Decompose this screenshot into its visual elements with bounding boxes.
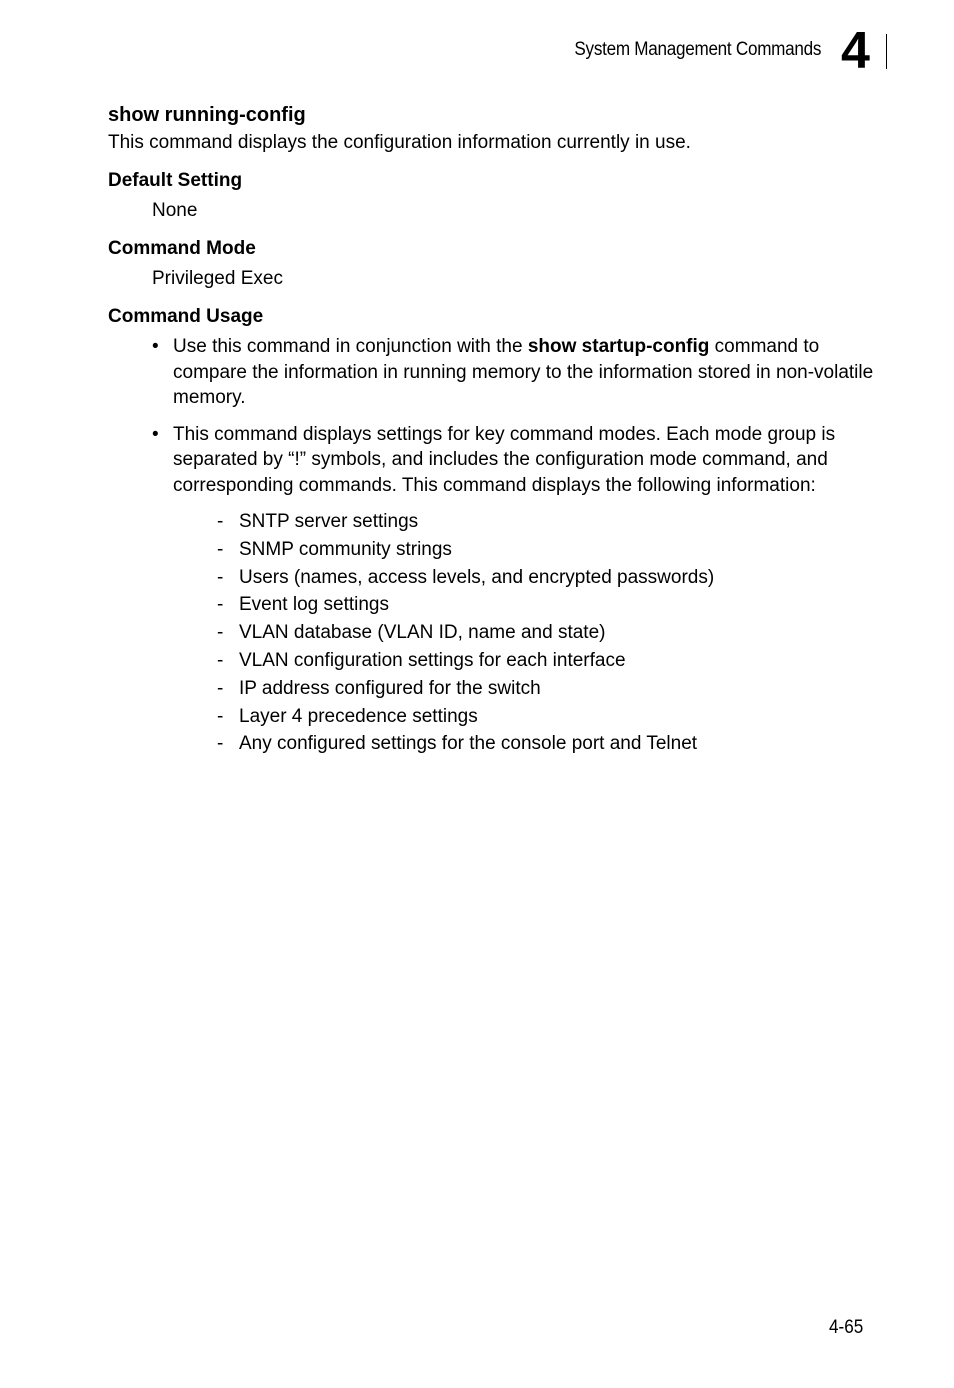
info-list-item xyxy=(217,675,878,703)
page-content xyxy=(108,102,878,769)
usage-text-part: Use this command in conjunction with the xyxy=(173,336,528,357)
dash-glyph: - xyxy=(217,511,224,532)
info-list-item xyxy=(217,508,878,536)
running-header-title: System Management Commands xyxy=(574,39,821,60)
dash-glyph: - xyxy=(217,538,224,560)
dash-glyph: - xyxy=(217,622,224,644)
dash-glyph: - xyxy=(217,733,224,755)
usage-command-reference: show startup-config xyxy=(527,336,710,357)
default-setting-heading: Default Setting xyxy=(108,170,243,191)
chapter-number: 4 xyxy=(841,22,868,80)
info-item-text: VLAN configuration settings for each interface xyxy=(239,649,626,671)
info-list-item xyxy=(217,647,878,675)
info-item-text: VLAN database (VLAN ID, name and state) xyxy=(239,622,606,644)
info-item-text: SNTP server settings xyxy=(239,511,419,532)
dash-glyph: - xyxy=(217,594,224,616)
usage-text-part: command to compare the information in running memory to the information stored in non-volatile memory. xyxy=(173,336,874,408)
command-description: This command displays the configuration information currently in use. xyxy=(108,132,691,153)
info-list xyxy=(152,508,878,758)
usage-item-startup-config xyxy=(152,334,878,411)
info-item-text: IP address configured for the switch xyxy=(239,677,541,699)
dash-glyph: - xyxy=(217,677,224,699)
command-mode-heading: Command Mode xyxy=(108,238,256,259)
info-item-text: Layer 4 precedence settings xyxy=(239,705,478,727)
info-list-item xyxy=(217,730,878,758)
usage-text: This command displays settings for key command modes. Each mode group is separated by “!” symbols, and includes the configuration mode command, and corresponding commands. This command displays the following information: xyxy=(173,423,836,496)
info-item-text: SNMP community strings xyxy=(239,538,452,560)
dash-glyph: - xyxy=(217,649,224,671)
info-item-text: Users (names, access levels, and encrypted passwords) xyxy=(239,566,715,588)
command-mode-value: Privileged Exec xyxy=(152,268,283,289)
info-list-item xyxy=(217,703,878,731)
command-usage-heading: Command Usage xyxy=(108,306,264,327)
command-title: show running-config xyxy=(108,104,306,126)
bullet-glyph: • xyxy=(152,336,159,357)
bullet-glyph: • xyxy=(152,423,159,445)
info-list-item xyxy=(217,564,878,592)
info-list-item xyxy=(217,536,878,564)
dash-glyph: - xyxy=(217,705,224,727)
info-list-item xyxy=(217,591,878,619)
page-number: 4-65 xyxy=(829,1317,864,1338)
chapter-divider-rule xyxy=(886,34,887,69)
usage-item-mode-groups xyxy=(152,422,878,759)
info-list-item xyxy=(217,619,878,647)
info-item-text: Any configured settings for the console port and Telnet xyxy=(239,733,698,755)
info-item-text: Event log settings xyxy=(239,594,389,616)
usage-list xyxy=(108,334,878,758)
dash-glyph: - xyxy=(217,566,224,588)
default-setting-value: None xyxy=(152,200,198,221)
